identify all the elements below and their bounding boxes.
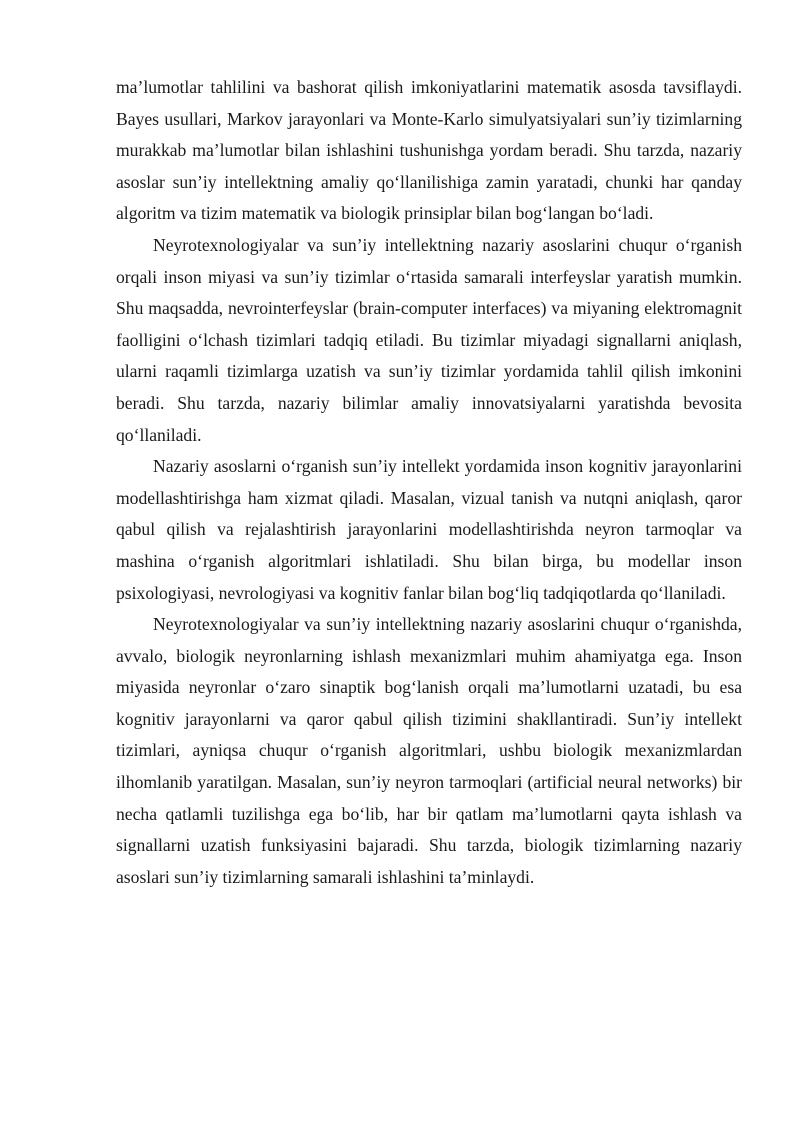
paragraph: Neyrotexnologiyalar va sun’iy intellektning nazariy asoslarini chuqur o‘rganishda, avvalo, biologik neyronlarning ishlash mexanizmlari muhim ahamiyatga ega. Inson miyasida neyronlar o‘zaro sinaptik bog‘lanish orqali ma’lumotlarni uzatadi, bu esa kognitiv jarayonlarni va qaror qabul qilish tizimini shakllantiradi. Sun’iy intellekt tizimlari, ayniqsa chuqur o‘rganish algoritmlari, ushbu biologik mexanizmlardan ilhomlanib yaratilgan. Masalan, sun’iy neyron tarmoqlari (artificial neural networks) bir necha qatlamli tuzilishga ega bo‘lib, har bir qatlam ma’lumotlarni qayta ishlash va signallarni uzatish funksiyasini bajaradi. Shu tarzda, biologik tizimlarning nazariy asoslari sun’iy tizimlarning samarali ishlashini ta’minlaydi.: [116, 614, 742, 887]
paragraph-continued: ma’lumotlar tahlilini va bashorat qilish imkoniyatlarini matematik asosda tavsiflaydi. Bayes usullari, Markov jarayonlari va Monte-Karlo simulyatsiyalari sun’iy tizimlarning murakkab ma’lumotlar bilan ishlashini tushunishga yordam beradi. Shu tarzda, nazariy asoslar sun’iy intellektning amaliy qo‘llanilishiga zamin yaratadi, chunki har qanday algoritm va tizim matematik va biologik prinsiplar bilan bog‘langan bo‘ladi.: [116, 77, 742, 224]
paragraph: Neyrotexnologiyalar va sun’iy intellektning nazariy asoslarini chuqur o‘rganish orqali inson miyasi va sun’iy tizimlar o‘rtasida samarali interfeyslar yaratish mumkin. Shu maqsadda, nevrointerfeyslar (brain-computer interfaces) va miyaning elektromagnit faolligini o‘lchash tizimlari tadqiq etiladi. Bu tizimlar miyadagi signallarni aniqlash, ularni raqamli tizimlarga uzatish va sun’iy tizimlar yordamida tahlil qilish imkonini beradi. Shu tarzda, nazariy bilimlar amaliy innovatsiyalarni yaratishda bevosita qo‘llaniladi.: [116, 234, 742, 445]
body-text: [116, 72, 742, 893]
paragraph: Nazariy asoslarni o‘rganish sun’iy intellekt yordamida inson kognitiv jarayonlarini modellashtirishga ham xizmat qiladi. Masalan, vizual tanish va nutqni aniqlash, qaror qabul qilish va rejalashtirish jarayonlarini modellashtirishda neyron tarmoqlar va mashina o‘rganish algoritmlari ishlatiladi. Shu bilan birga, bu modellar inson psixologiyasi, nevrologiyasi va kognitiv fanlar bilan bog‘liq tadqiqotlarda qo‘llaniladi.: [116, 456, 742, 603]
